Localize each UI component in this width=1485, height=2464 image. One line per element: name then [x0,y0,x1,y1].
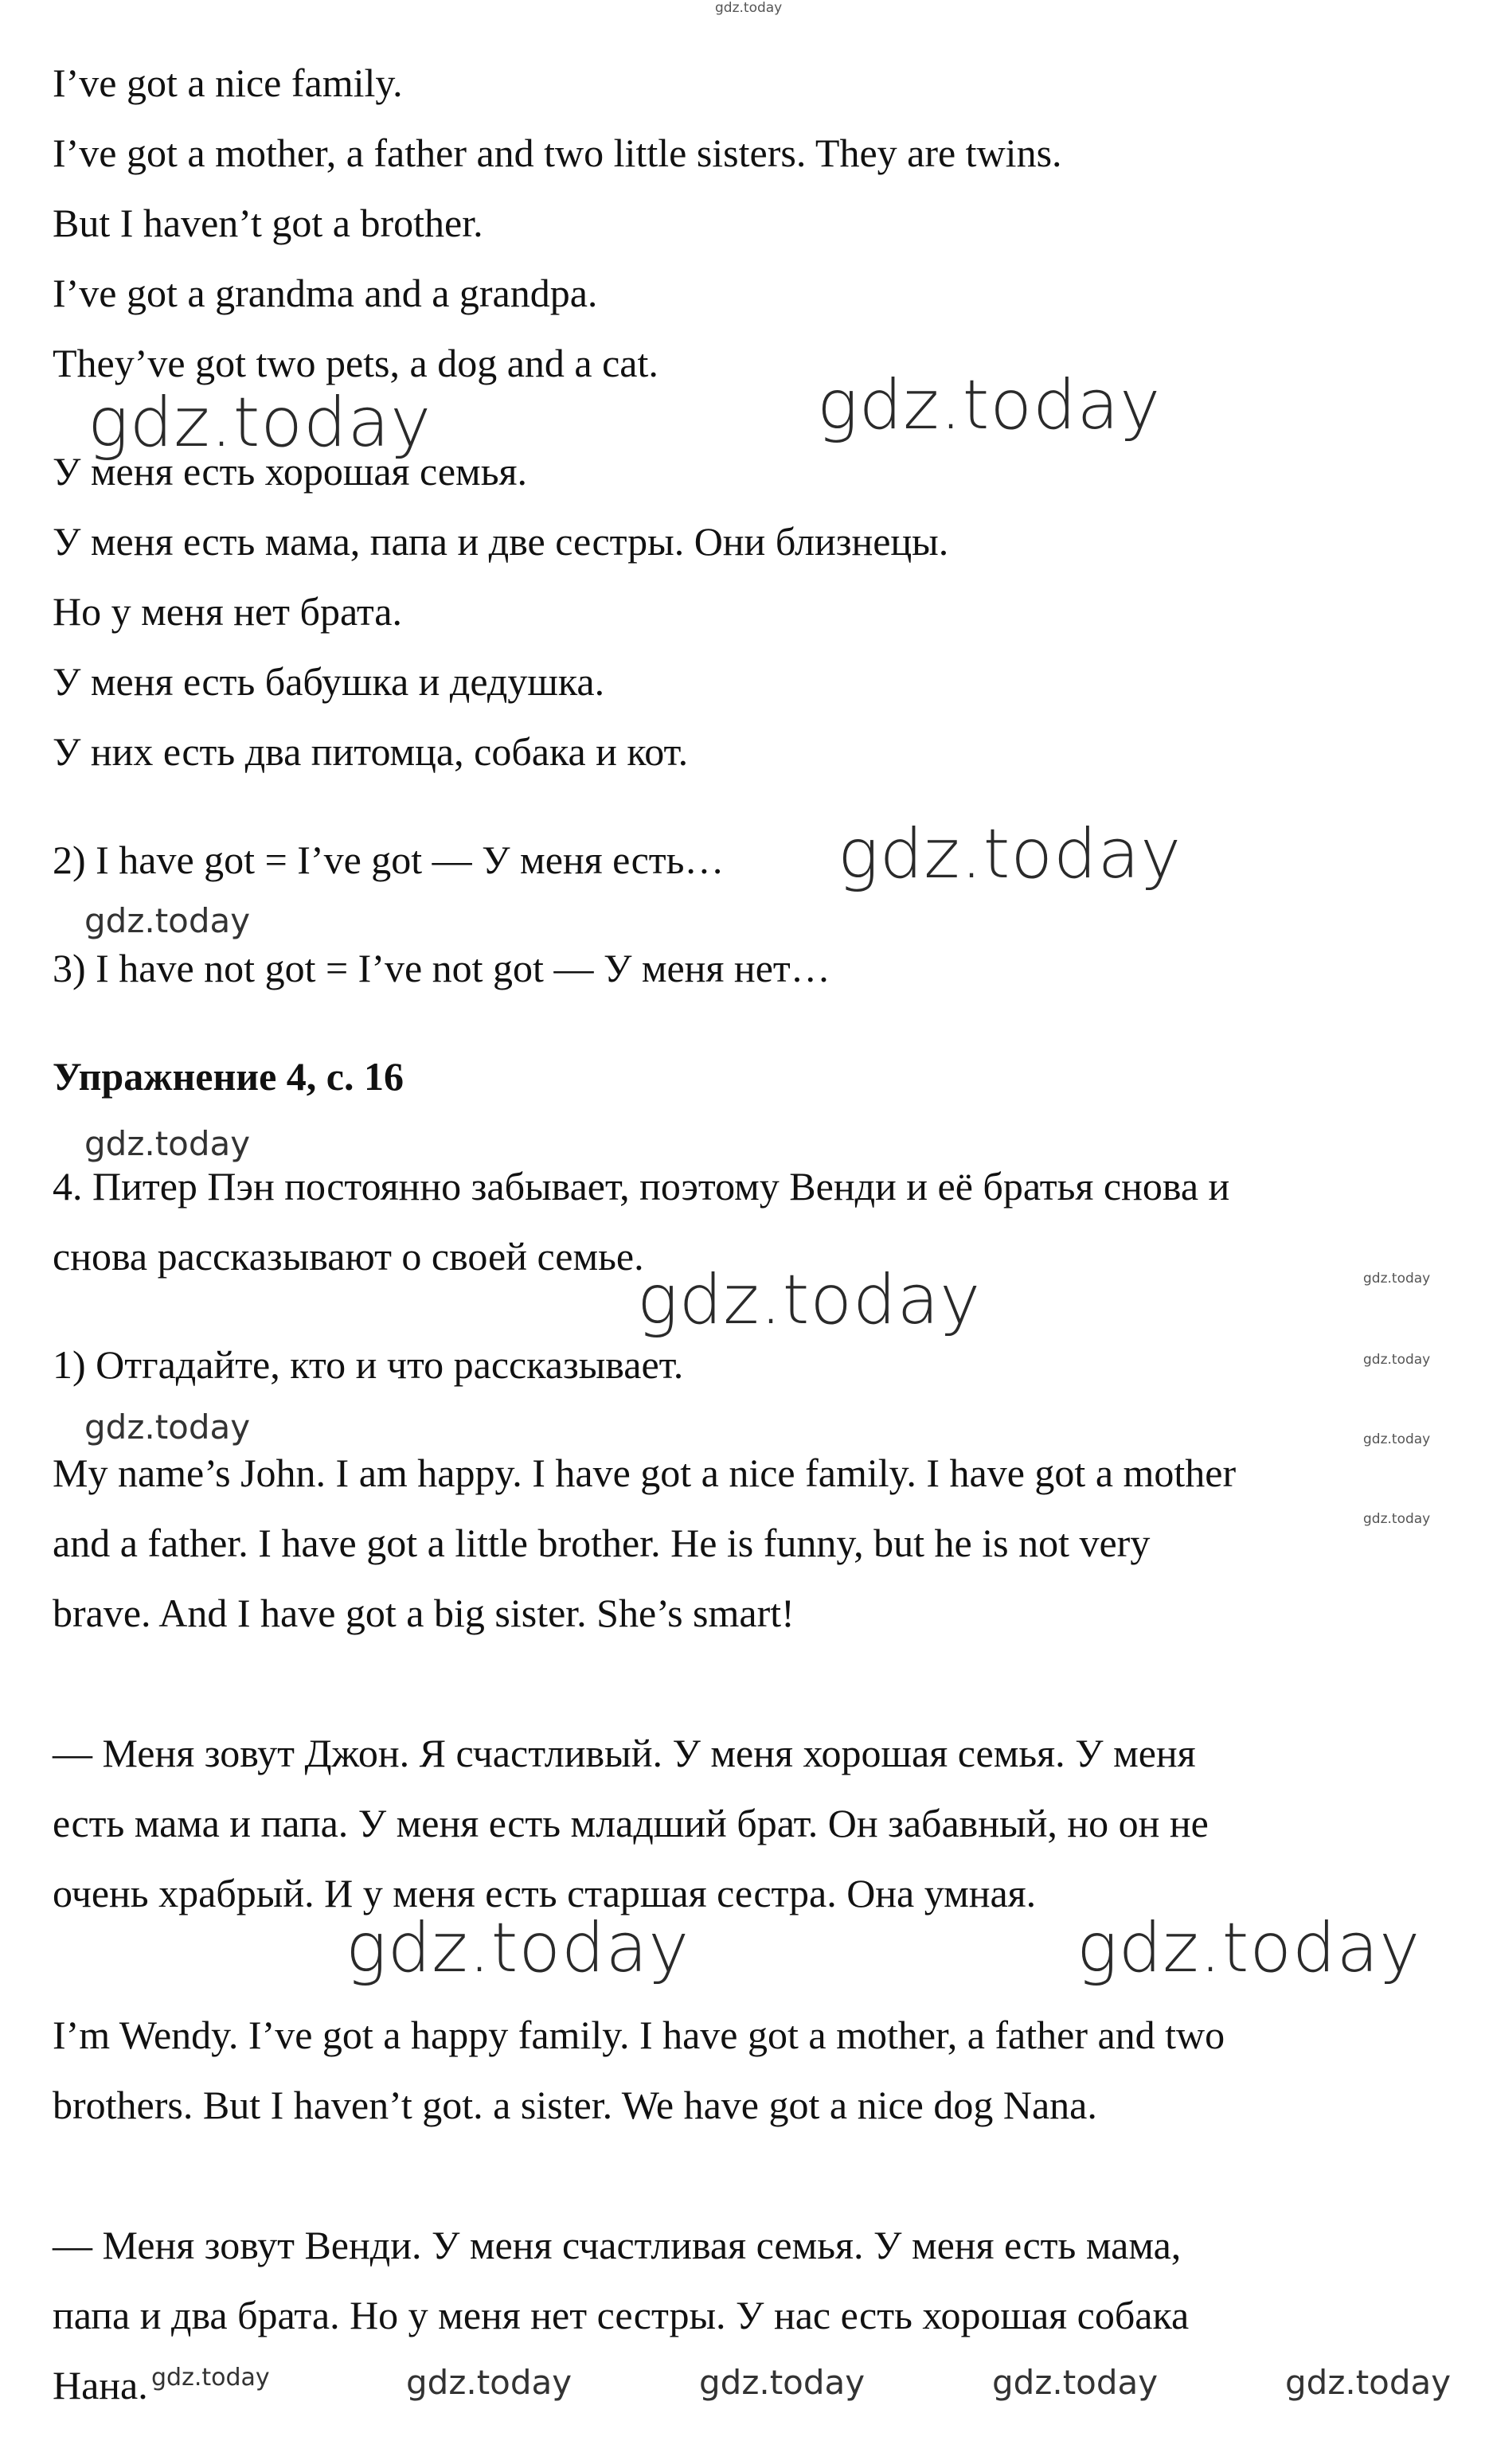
text-line: But I haven’t got a brother. [53,201,483,245]
text-line: My name’s John. I am happy. I have got a nice family. I have got a mother [53,1451,1237,1495]
watermark: gdz.today [715,0,783,16]
text-line: I’ve got a grandma and a grandpa. [53,271,598,315]
text-line: папа и два брата. Но у меня нет сестры. У нас есть хорошая собака [53,2293,1190,2337]
text-line: — Меня зовут Джон. Я счастливый. У меня хорошая семья. У меня [53,1731,1196,1775]
watermark: gdz.today [346,1908,690,1988]
watermark: gdz.today [1363,1352,1431,1368]
text-line: I’ve got a nice family. [53,61,403,105]
exercise-heading: Упражнение 4, с. 16 [53,1054,404,1099]
text-line: — Меня зовут Венди. У меня счастливая семья. У меня есть мама, [53,2223,1182,2267]
watermark: gdz.today [1363,1511,1431,1527]
text-line: есть мама и папа. У меня есть младший брат. Он забавный, но он не [53,1801,1209,1845]
watermark: gdz.today [84,1408,251,1447]
watermark: gdz.today [992,2363,1159,2402]
text-line: У меня есть хорошая семья. [53,449,527,494]
text-line: They’ve got two pets, a dog and a cat. [53,341,658,385]
text-line: I’m Wendy. I’ve got a happy family. I have got a mother, a father and two [53,2013,1225,2057]
text-line: снова рассказывают о своей семье. [53,1234,644,1279]
watermark: gdz.today [406,2363,573,2402]
watermark: gdz.today [637,1260,982,1340]
text-line: and a father. I have got a little brother. He is funny, but he is not very [53,1521,1151,1565]
text-line: очень храбрый. И у меня есть старшая сестра. Она умная. [53,1871,1037,1915]
watermark: gdz.today [88,383,432,463]
watermark: gdz.today [1363,1271,1431,1287]
text-line: brothers. But I haven’t got. a sister. We have got a nice dog Nana. [53,2083,1097,2127]
text-line: 3) I have not got = I’ve not got — У меня нет… [53,946,830,990]
watermark: gdz.today [838,814,1182,894]
text-line: У меня есть мама, папа и две сестры. Они близнецы. [53,519,949,564]
watermark: gdz.today [1077,1908,1421,1988]
text-line: 2) I have got = I’ve got — У меня есть… [53,838,725,882]
watermark: gdz.today [151,2364,270,2392]
text-line: 4. Питер Пэн постоянно забывает, поэтому Венди и её братья снова и [53,1164,1230,1209]
watermark: gdz.today [699,2363,866,2402]
watermark: gdz.today [817,365,1162,445]
text-line: У меня есть бабушка и дедушка. [53,659,605,704]
text-line: Но у меня нет брата. [53,589,402,634]
watermark: gdz.today [84,901,251,940]
watermark: gdz.today [1285,2363,1452,2402]
watermark: gdz.today [84,1124,251,1163]
text-line: 1) Отгадайте, кто и что рассказывает. [53,1342,684,1387]
text-line: Нана. [53,2363,148,2407]
text-line: brave. And I have got a big sister. She’s smart! [53,1591,795,1635]
text-line: I’ve got a mother, a father and two little sisters. They are twins. [53,131,1062,175]
watermark: gdz.today [1363,1431,1431,1447]
text-line: У них есть два питомца, собака и кот. [53,729,689,774]
